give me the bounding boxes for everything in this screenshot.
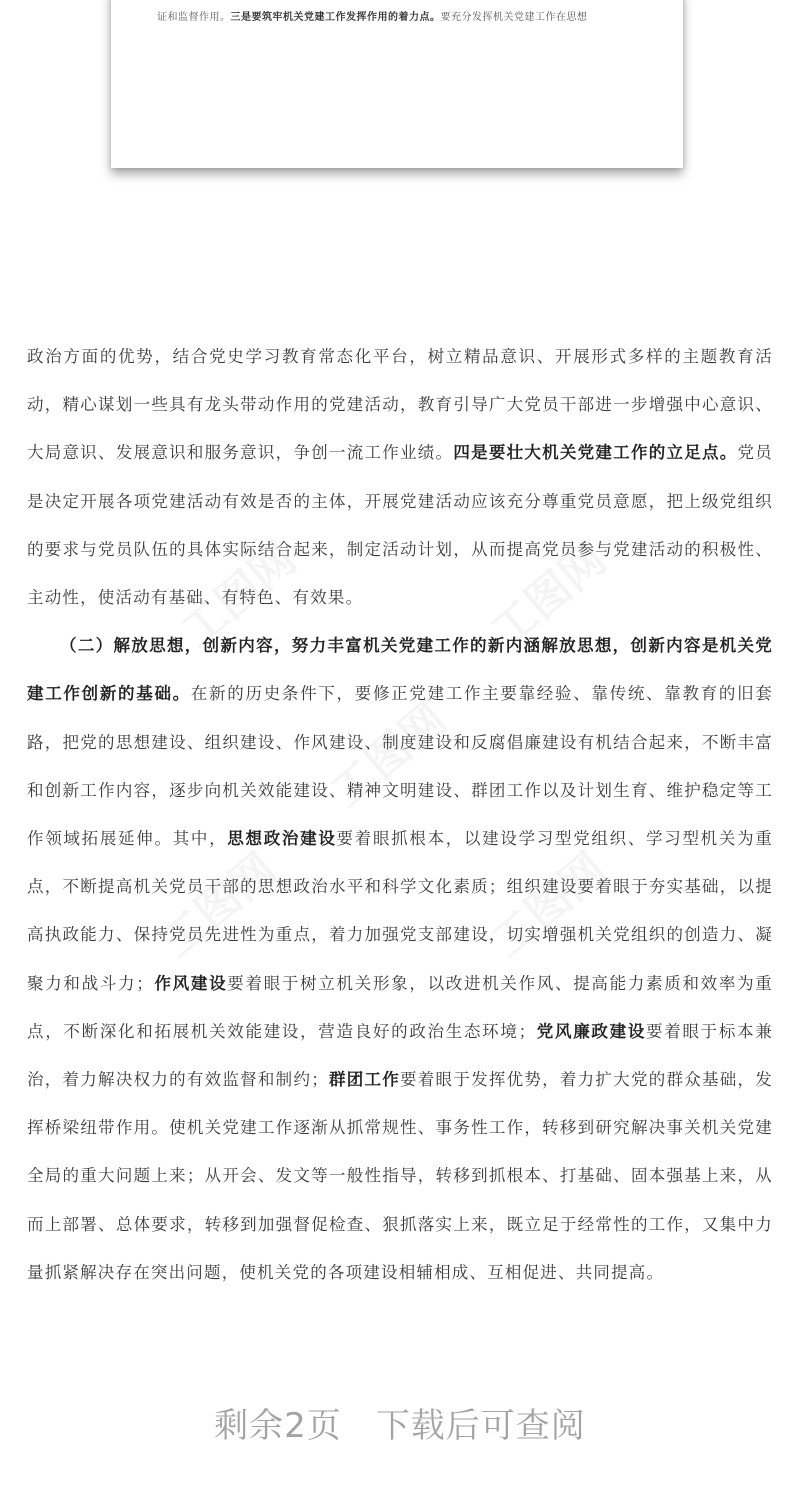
page-preview-card <box>111 0 683 168</box>
preview-line-2-prefix: 证和监督作用。 <box>157 12 231 23</box>
p2-text-d: 要着眼于标本兼治，着力解决权力的有效监督和制约； <box>27 1021 773 1090</box>
p2-bold-2: 作风建设 <box>153 973 228 993</box>
paragraph-2 <box>27 622 773 1297</box>
preview-text <box>157 0 647 32</box>
remaining-pages-prompt[interactable] <box>0 1398 800 1447</box>
paragraph-1 <box>27 333 773 622</box>
p2-bold-3: 党风廉政建设 <box>536 1021 647 1041</box>
p2-text-b: 要着眼抓根本，以建设学习型党组织、学习型机关为重点，不断提高机关党员干部的思想政治水平和科学文化素质；组织建设要着眼于夯实基础，以提高执政能力、保持党员先进性为重点，着力加强党支部建设，切实增强机关党组织的创造力、凝聚力和战斗力； <box>27 829 773 993</box>
download-hint-label: 下载后可查阅 <box>375 1406 586 1446</box>
p1-text-b: 党员是决定开展各项党建活动有效是否的主体，开展党建活动应该充分尊重党员意愿，把上级党组织的要求与党员队伍的具体实际结合起来，制定活动计划，从而提高党员参与党建活动的积极性、主动性，使活动有基础、有特色、有效果。 <box>27 443 773 608</box>
p2-text-e: 要着眼于发挥优势，着力扩大党的群众基础，发挥桥梁纽带作用。使机关党建工作逐渐从抓常规性、事务性工作，转移到研究解决事关机关党建全局的重大问题上来；从开会、发文等一般性指导，转移到抓根本、打基础、固本强基上来，从而上部署、总体要求，转移到加强督促检查、狠抓落实上来，既立足于经常性的工作，又集中力量抓紧解决存在突出问题，使机关党的各项建设相辅相成、互相促进、共同提高。 <box>27 1070 773 1282</box>
remaining-pages-label: 剩余2页 <box>214 1406 342 1446</box>
p2-bold-1: 思想政治建设 <box>227 829 337 849</box>
document-body <box>27 333 773 1297</box>
p2-text-a: 在新的历史条件下，要修正党建工作主要靠经验、靠传统、靠教育的旧套路，把党的思想建设、组织建设、作风建设、制度建设和反腐倡廉建设有机结合起来，不断丰富和创新工作内容，逐步向机关效能建设、精神文明建设、群团工作以及计划生育、维护稳定等工作领域拓展延伸。其中， <box>27 684 773 849</box>
p2-bold-4: 群团工作 <box>328 1070 401 1090</box>
preview-line-2-bold: 三是要筑牢机关党建工作发挥作用的着力点。 <box>230 12 441 23</box>
preview-line-2-suffix: 要充分发挥机关党建工作在思想 <box>440 12 588 23</box>
p2-text-c: 要着眼于树立机关形象，以改进机关作风、提高能力素质和效率为重点，不断深化和拓展机关效能建设，营造良好的政治生态环境； <box>27 973 774 1041</box>
p1-text-a: 政治方面的优势，结合党史学习教育常态化平台，树立精品意识、开展形式多样的主题教育活动，精心谋划一些具有龙头带动作用的党建活动，教育引导广大党员干部进一步增强中心意识、大局意识、发展意识和服务意识，争创一流工作业绩。 <box>27 347 773 463</box>
p2-heading: （二）解放思想，创新内容，努力丰富机关党建工作的新内涵解放思想，创新内容是机关党建工作创新的基础。 <box>27 636 773 704</box>
preview-line-2 <box>157 4 647 32</box>
p1-bold: 四是要壮大机关党建工作的立足点。 <box>453 443 738 463</box>
